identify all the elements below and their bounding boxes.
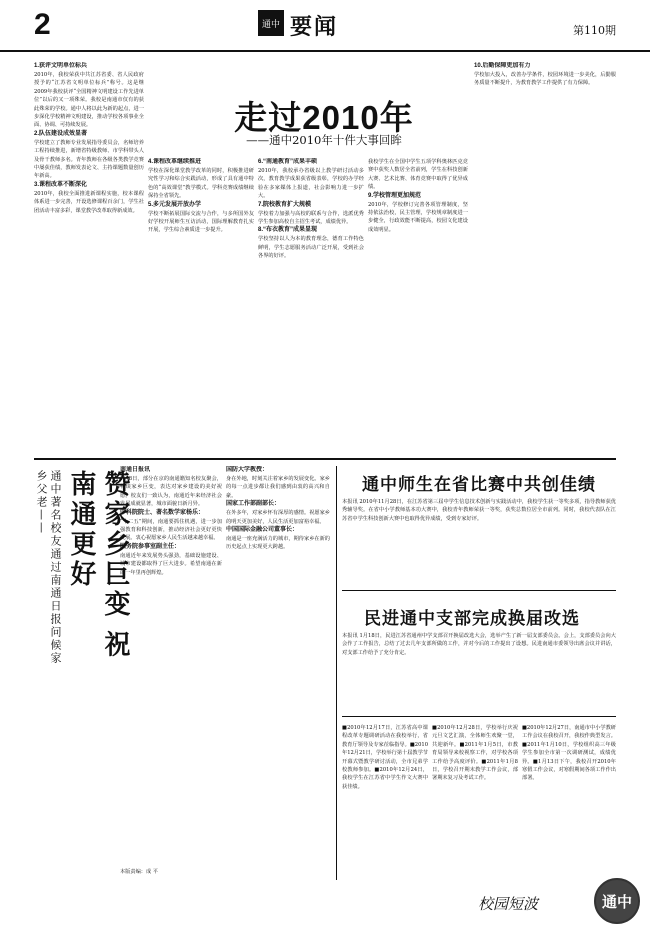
interview-body: 1月8日，部分在京的南通籍知名校友聚会，畅谈家乡巨变，表达对家乡建设的美好祝愿。校友们一致认为，南通近年来经济社会发展成就显著，城市面貌日新月异。 [120,476,222,508]
item-body: 2010年，学校修订完善各项管理制度，坚持依法治校，民主管理，学校规章制度进一步健全，行政效能不断提高，校园文化建设成效明显。 [368,201,468,233]
interview-heading: 中国国际金融公司董事长： [226,527,299,534]
interview-heading: 国防大学教授： [226,467,269,473]
masthead-logo: 通中 [258,10,284,36]
feature-kicker: 通中著名校友通过南通日报问候家乡父老—— [35,470,62,665]
top-column-5 [474,62,616,452]
item-body: 学校着力加强与高校的联系与合作，选派优秀学生参加高校自主招生考试，成绩优异。 [258,210,364,226]
interview-column-2 [226,466,330,866]
story1-headline: 通中师生在省比赛中共创佳绩 [362,475,596,494]
main-headline: 走过2010年 [234,99,414,136]
interview-body: “十二五”期间，南通要抓住机遇，进一步加强教育和科技创新，推动经济社会更好更快发展。衷心祝愿家乡人民生活越来越幸福。 [120,518,222,542]
feature-headline: 赞家乡巨变 祝南通更好 [67,470,130,661]
section-divider [34,458,616,460]
briefs-column-1 [342,724,428,880]
section-title: 要闻 [290,14,339,39]
feature-title-block [34,470,130,670]
item-body: 我校学生在全国中学生五项学科奥林匹克竞赛中获奖人数居全省前列，学生在科技创新大赛、艺术比赛、体育竞赛中取得了优异成绩。 [368,159,468,191]
item-body: 2010年，我校荣获中共江苏省委、省人民政府授予的“江苏省文明单位标兵”称号。这是继2009年我校获评“全国精神文明建设工作先进单位”以后的又一项殊荣。我校是南通市仅有的获此殊荣的学校。通中人将以此为新的起点，进一步深化学校精神文明建设，推动学校各项事业全面、协调、可持续发展。 [34,72,144,129]
top-column-1 [34,62,144,452]
interview-heading: 国务院参事室副主任： [120,543,181,550]
item-body: 学校不断拓展国际交流与合作，与多所国外友好学校开展师生互访活动，国际理解教育扎实开展，学生综合素质进一步提升。 [148,210,254,234]
item-body: 2010年，我校全面推进新课程实施，校本课程体系进一步完善，开设选修课程百余门，学生社团活动丰富多彩，课堂教学改革取得新成效。 [34,190,144,214]
item-heading: 2.队伍建设成效显著 [34,130,88,137]
top-column-4 [368,158,468,452]
brief-text: ■2010年12月28日，学校举行庆祝元旦文艺汇演，全体师生欢聚一堂，共迎新年。■2011年1月5日，市教育局领导来校视察工作，对学校各项工作给予高度评价。■2011年1月8日，学校召开期末教学工作会议，部署期末复习及考试工作。 [432,725,518,782]
issue-number: 第110期 [573,24,616,37]
column-divider [336,466,337,880]
top-column-2 [148,158,254,452]
brief-text: ■2010年12月27日，南通市中小学教研工作会议在我校召开，我校作典型发言。■2011年1月10日，学校组织高三年级学生参加全市第一次调研测试，成绩优异。■1月13日下午，我校召开2010年寒假工作会议，对寒假期间各项工作作出部署。 [522,725,616,782]
item-heading: 8.“布衣教育”成果显现 [258,227,318,234]
story2-body [342,632,616,708]
item-heading: 3.课程改革不断深化 [34,181,88,188]
item-body: 2010年，我校承办省级以上教学研讨活动多次，教育教学成果获省级表彰，学校的办学经验在多家媒体上报道，社会影响力进一步扩大。 [258,168,364,200]
story-divider [342,590,616,591]
interview-heading: 中科院院士、著名数学家杨乐： [120,509,205,516]
item-heading: 1.获评文明单位标兵 [34,63,88,69]
item-heading: 5.多元发展开放办学 [148,201,202,208]
item-heading: 7.院校教育扩大规模 [258,201,312,208]
interview-footer [120,868,320,878]
main-subheadline: ——通中2010年十件大事回眸 [246,133,402,147]
story2-text: 本报讯 1月18日，民进江苏省通州中学支部召开换届改选大会，选举产生了新一届支部委员会。会上，支部委员会向大会作了工作报告，总结了过去几年支部所做的工作，并对今后的工作提出了设想。民进南通市委领导出席会议并讲话，对支部工作给予了充分肯定。 [342,633,616,656]
interview-heading: 南通日报讯 [120,467,151,473]
briefs-column-3 [522,724,616,874]
story1-body [342,498,616,582]
editor-credit: 本版责编：成 平 [120,869,158,875]
story1-text: 本报讯 2010年11月28日，在江苏省第三届中学生信息技术创新与实践活动中，我校学生获一等奖多项，指导教师获优秀辅导奖。在省中小学教师基本功大赛中，我校青年教师荣获一等奖，获奖总数位居全市前列。同时，我校代表队在江苏省中学生科技创新大赛中也取得优异成绩，受到专家好评。 [342,499,616,522]
brief-text: ■2010年12月17日，江苏省高中课程改革专题调研活动在我校举行，省教育厅领导及专家莅临指导。■2010年12月21日，学校举行第十届教学节开幕式暨教学研讨活动，全市兄弟学校教师参加。■2010年12月24日，我校学生在江苏省中学生作文大赛中获佳绩。 [342,725,428,790]
item-heading: 10.后勤保障更加有力 [474,63,531,69]
item-heading: 6.“南通教育”成果丰硕 [258,159,318,165]
interview-body: 在外多年，对家乡怀有深厚的感情。祝愿家乡的明天更加美好，人民生活更加富裕幸福。 [226,510,330,525]
page-number: 2 [34,8,51,41]
interview-body: 南通是一座充满活力的城市，期待家乡在新的历史起点上实现更大跨越。 [226,536,330,551]
item-heading: 9.学校管理更加规范 [368,192,422,199]
item-body: 学校坚持以人为本的教育理念，德育工作特色鲜明，学生志愿服务活动广泛开展，受到社会各界的好评。 [258,236,364,260]
item-heading: 4.课程改革继续推进 [148,159,202,165]
page-header [0,0,650,52]
interview-heading: 国家工作部副部长： [226,501,281,508]
school-seal-logo: 通中 [594,878,640,924]
item-body: 学校加大投入，改善办学条件，校园环境进一步美化，后勤服务质量不断提升，为教育教学工作提供了有力保障。 [474,72,616,87]
item-body: 学校在深化课堂教学改革的同时，积极推进研究性学习和综合实践活动，形成了具有通中特色的“高效课堂”教学模式。学科竞赛成绩继续保持全省领先。 [148,168,254,200]
interview-body: 身在外地，时刻关注着家乡的发展变化。家乡的每一点进步都让我们感到由衷的高兴和自豪。 [226,476,330,499]
interview-column-1 [120,466,222,866]
briefs-divider [342,716,616,717]
item-body: 学校建立了教师专业发展指导委员会，名师培养工程持续推进，新增省特级教师、市学科带头人及骨干教师多名。青年教师在各级各类教学竞赛中屡获佳绩，教师发表论文、主持课题数量创历年新高。 [34,139,144,180]
interview-body: 南通近年来发展势头强劲，基础设施建设、城市建设都取得了巨大进步。希望南通在新的一年里再创辉煌。 [120,552,222,576]
top-column-3 [258,158,364,452]
story2-headline: 民进通中支部完成换届改选 [364,609,580,628]
briefs-column-2 [432,724,518,880]
briefs-title: 校园短波 [478,895,539,913]
